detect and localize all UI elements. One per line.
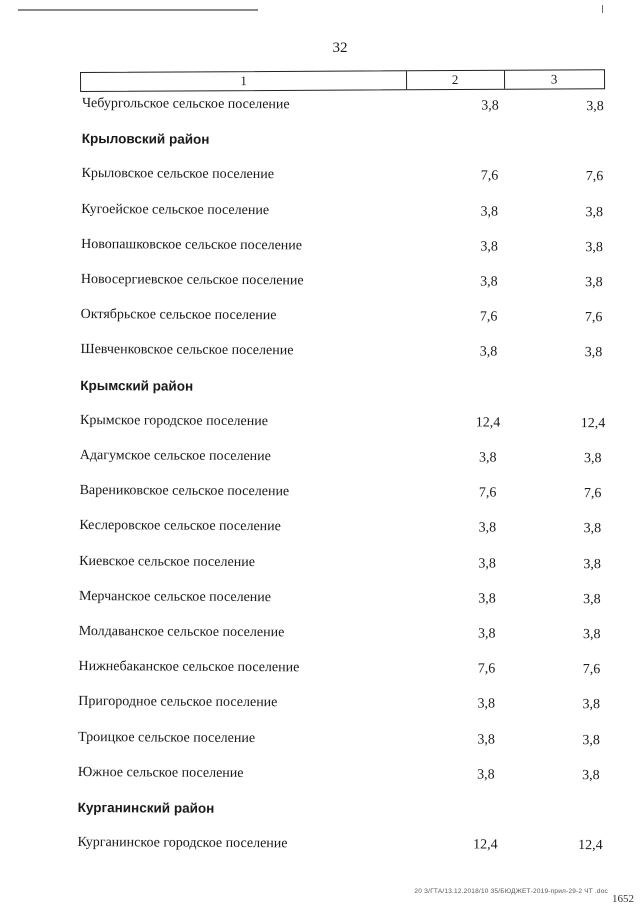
settlement-name: Варениковское сельское поселение [79,483,290,500]
district-heading-row [0,377,638,394]
settlement-name: Кеслеровское сельское поселение [79,518,281,535]
value-column-2: 7,6 [478,485,497,501]
settlement-name: Новопашковское сельское поселение [81,236,303,254]
value-column-3: 3,8 [584,451,602,467]
table-row [0,835,635,854]
footer-stamp-number: 1652 [612,893,634,905]
settlement-name: Нижнебаканское сельское поселение [78,659,300,676]
value-column-3: 3,8 [585,239,603,255]
district-name: Крымский район [80,377,194,394]
value-column-3: 7,6 [585,169,604,185]
value-column-2: 3,8 [478,591,496,607]
table-row [0,448,638,467]
value-column-2: 3,8 [481,98,499,114]
value-column-3: 7,6 [583,486,602,502]
value-column-2: 3,8 [479,450,497,466]
value-column-2: 3,8 [480,239,498,255]
table-row [0,342,639,361]
value-column-3: 3,8 [582,732,600,748]
settlement-name: Троицкое сельское поселение [78,729,256,746]
value-column-2: 7,6 [479,309,498,325]
table-row [0,307,639,326]
value-column-3: 3,8 [584,345,603,361]
value-column-3: 3,8 [582,767,600,783]
value-column-3: 3,8 [583,521,602,537]
table-row [0,764,636,783]
table-row [0,412,638,432]
value-column-2: 12,4 [473,837,498,853]
value-column-3: 12,4 [578,838,603,854]
value-column-3: 3,8 [585,275,603,291]
settlement-name: Адагумское сельское поселение [79,448,271,465]
column-header-3: 3 [550,71,558,87]
settlement-name: Пригородное сельское поселение [78,694,278,711]
value-column-2: 3,8 [477,732,495,748]
page-number: 32 [332,40,348,56]
value-column-2: 3,8 [480,204,499,220]
settlement-name: Чебургольское сельское поселение [81,96,290,113]
value-column-2: 3,8 [478,520,497,536]
value-column-3: 3,8 [582,627,601,643]
value-column-2: 7,6 [477,661,496,677]
value-column-2: 7,6 [480,168,499,184]
value-column-3: 3,8 [583,556,601,572]
value-column-2: 3,8 [479,344,498,360]
table-row [0,483,638,502]
table-row [0,729,636,748]
district-name: Курганинский район [77,799,215,816]
table-row [0,588,637,607]
value-column-2: 3,8 [477,767,495,783]
value-column-2: 3,8 [480,274,498,290]
settlement-name: Октябрьское сельское поселение [80,307,277,324]
settlement-name: Мерчанское сельское поселение [78,588,272,605]
table-row [0,201,639,220]
footer-filename: 20 З/ГТА/13.12.2018/10 35/БЮДЖЕТ-2019-прил-29-2 ЧТ .doc [414,888,608,895]
settlement-name: Крыловское сельское поселение [81,166,275,183]
table-row [0,624,637,643]
district-heading-row [0,131,640,147]
settlement-name: Крымское городское поселение [79,412,269,429]
table-row [0,553,637,572]
value-column-3: 7,6 [582,662,601,678]
district-heading-row [0,799,636,816]
district-name: Крыловский район [81,131,210,147]
value-column-2: 3,8 [477,696,496,712]
value-column-2: 3,8 [477,626,496,642]
value-column-3: 3,8 [585,204,604,220]
settlement-name: Молдаванское сельское поселение [78,624,285,641]
settlement-name: Шевченковское сельское поселение [80,342,294,359]
value-column-3: 3,8 [582,697,601,713]
value-column-3: 3,8 [586,99,604,115]
column-header-1: 1 [81,71,407,91]
table-row [0,166,640,185]
settlement-name: Кугоейское сельское поселение [81,201,270,218]
table-row [0,236,639,255]
settlement-name: Киевское сельское поселение [79,553,255,570]
table-row [0,659,637,678]
value-column-2: 12,4 [475,415,501,431]
table-row [0,518,637,537]
settlement-name: Южное сельское поселение [77,764,244,781]
value-column-3: 12,4 [580,415,606,432]
value-column-3: 7,6 [584,310,603,326]
table-row [0,96,640,115]
value-column-3: 3,8 [583,591,601,607]
settlement-name: Курганинское городское поселение [77,835,288,852]
table-row [0,272,639,291]
value-column-2: 3,8 [478,556,496,572]
settlement-name: Новосергиевское сельское поселение [80,272,304,289]
column-header-2: 2 [406,71,505,90]
table-row [0,694,636,713]
